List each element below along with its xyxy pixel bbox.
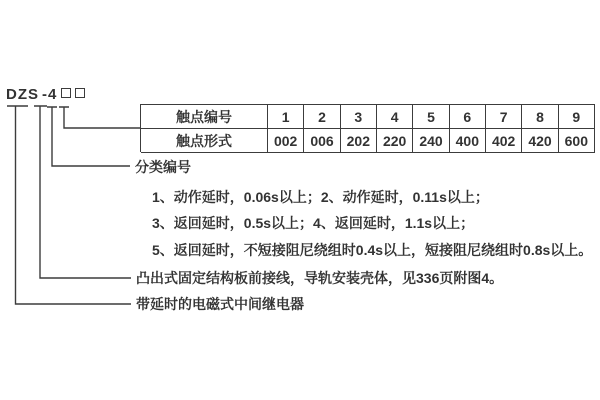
classification-note-1: 1、动作延时，0.06s以上；2、动作延时，0.11s以上； (152, 189, 489, 205)
classification-number-label: 分类编号 (135, 159, 191, 175)
structure-description-label: 凸出式固定结构板前接线，导轨安装壳体，见336页附图4。 (136, 270, 504, 286)
table-header-contact-number: 触点编号 (141, 105, 268, 129)
contact-form-cell: 202 (341, 129, 377, 153)
contact-form-cell: 600 (559, 129, 595, 153)
contact-form-cell: 002 (268, 129, 304, 153)
contact-number-cell: 7 (486, 105, 522, 129)
contact-table (140, 104, 595, 152)
table-header-contact-form: 触点形式 (141, 129, 268, 153)
connector-series-to-structure-label (34, 106, 131, 278)
model-prefix: DZS (6, 85, 39, 103)
connector-box2-to-table (59, 107, 140, 128)
connector-box1-to-classification-label (47, 107, 130, 166)
relay-type-label: 带延时的电磁式中间继电器 (136, 296, 304, 312)
contact-form-cell: 006 (304, 129, 340, 153)
classification-note-2: 3、返回延时，0.5s以上；4、返回延时，1.1s以上； (152, 215, 475, 231)
connector-prefix-to-relay-label (7, 106, 131, 304)
classification-note-3: 5、返回延时，不短接阻尼绕组时0.4s以上，短接阻尼绕组时0.8s以上。 (152, 242, 593, 258)
contact-number-cell: 2 (304, 105, 340, 129)
model-series-number: -4 (42, 85, 58, 103)
contact-number-cell: 9 (559, 105, 595, 129)
contact-number-cell: 3 (341, 105, 377, 129)
contact-number-cell: 5 (413, 105, 449, 129)
contact-form-cell: 402 (486, 129, 522, 153)
contact-number-cell: 4 (377, 105, 413, 129)
contact-form-cell: 400 (450, 129, 486, 153)
contact-number-cell: 6 (450, 105, 486, 129)
contact-number-cell: 1 (268, 105, 304, 129)
contact-form-cell: 240 (413, 129, 449, 153)
contact-form-cell: 220 (377, 129, 413, 153)
contact-form-cell: 420 (522, 129, 558, 153)
contact-number-cell: 8 (522, 105, 558, 129)
